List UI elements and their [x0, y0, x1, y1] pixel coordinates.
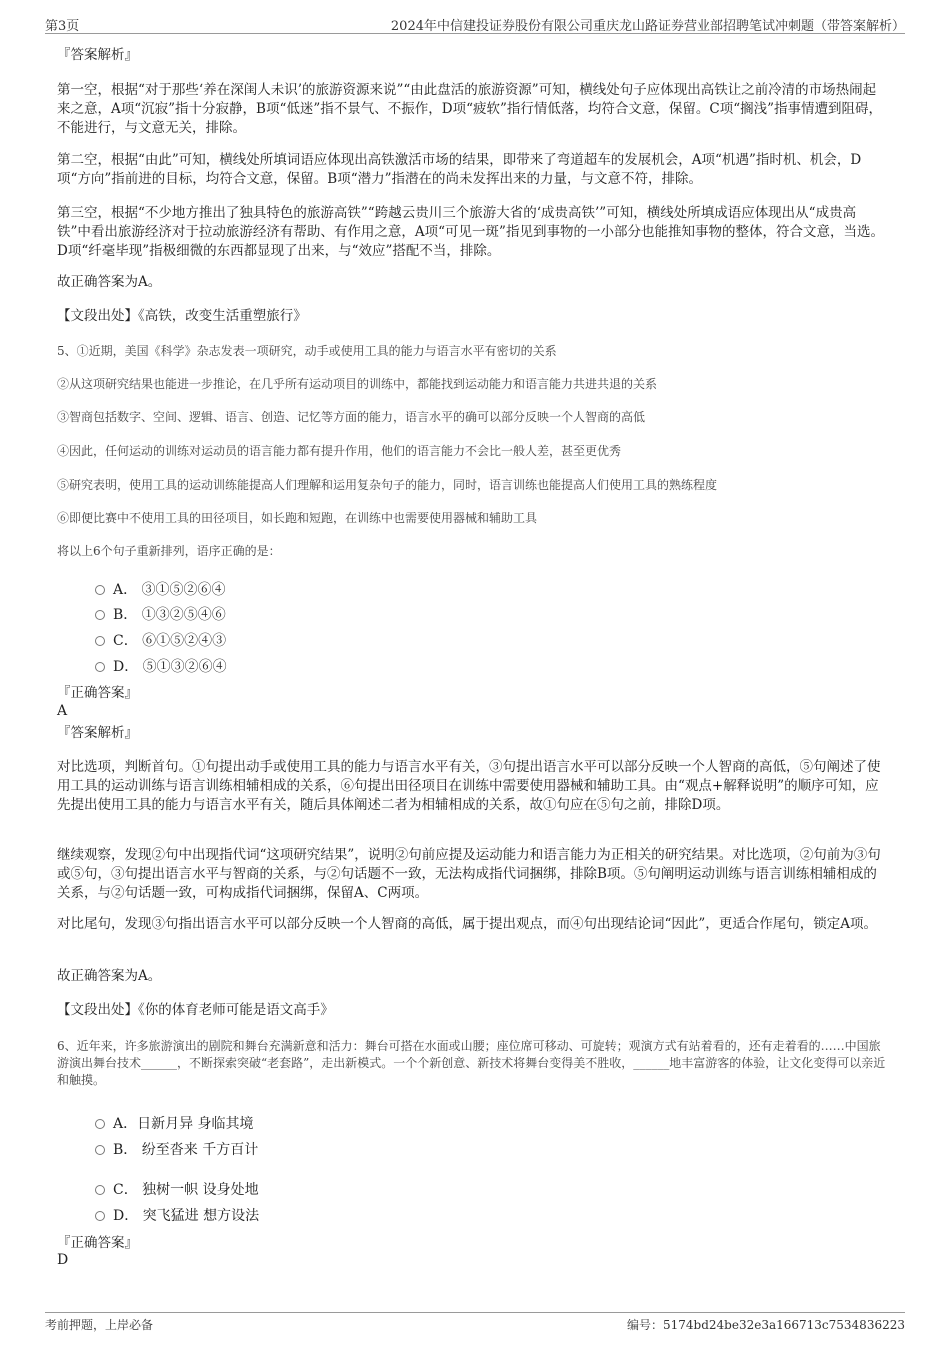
- question-sentence: ③智商包括数字、空间、逻辑、语言、创造、记忆等方面的能力，语言水平的确可以部分反映一个人智商的高低: [57, 410, 646, 424]
- question-sentence: ②从这项研究结果也能进一步推论，在几乎所有运动项目的训练中，都能找到运动能力和语言能力共进共退的关系: [57, 377, 658, 391]
- answer-heading: 『正确答案』: [57, 1235, 138, 1251]
- analysis-paragraph: 第二空，根据“由此”可知，横线处所填词语应体现出高铁激活市场的结果，即带来了弯道超车的发展机会，A项“机遇”指时机、机会，D项“方向”指前进的目标，均符合文意，保留。B项“潜力”指潜在的尚未发挥出来的力量，与文意不符，排除。: [57, 152, 862, 187]
- analysis-paragraph: 对比选项，判断首句。①句提出动手或使用工具的能力与语言水平有关，③句提出语言水平可以部分反映一个人智商的高低，⑤句阐述了使用工具的运动训练与语言训练相辅相成的关系，⑥句提出田径项目在训练中需要使用器械和辅助工具。由“观点+解释说明”的顺序可知，应先提出使用工具的能力与语言水平有关，随后具体阐述二者为相辅相成的关系，故①句应在⑤句之前，排除D项。: [57, 759, 881, 813]
- question-sentence: ④因此，任何运动的训练对运动员的语言能力都有提升作用，他们的语言能力不会比一般人差，甚至更优秀: [57, 444, 622, 458]
- conclusion: 故正确答案为A。: [57, 274, 162, 290]
- page-footer: [45, 1312, 905, 1333]
- radio-icon[interactable]: [95, 1145, 105, 1155]
- blank: ______: [141, 1056, 178, 1070]
- analysis-heading: 『答案解析』: [57, 725, 138, 741]
- analysis-heading: 『答案解析』: [57, 47, 138, 63]
- source-citation: 【文段出处】《高铁，改变生活重塑旅行》: [57, 308, 307, 324]
- question-sentence: ⑥即便比赛中不使用工具的田径项目，如长跑和短跑，在训练中也需要使用器械和辅助工具: [57, 511, 538, 525]
- document-title: 2024年中信建投证券股份有限公司重庆龙山路证券营业部招聘笔试冲刺题（带答案解析）: [390, 19, 905, 34]
- option-a[interactable]: A． ③①⑤②⑥④: [95, 579, 226, 599]
- option-c[interactable]: C． 独树一帜 设身处地: [95, 1179, 259, 1199]
- question-sentence: ⑤研究表明，使用工具的运动训练能提高人们理解和运用复杂句子的能力，同时，语言训练也能提高人们使用工具的熟练程度: [57, 478, 718, 492]
- page-header: [45, 13, 905, 34]
- page-number: 第3页: [45, 19, 80, 34]
- analysis-paragraph: 第一空，根据“对于那些‘养在深闺人未识’的旅游资源来说”“由此盘活的旅游资源”可知，横线处句子应体现出高铁让之前冷清的市场热闹起来之意，A项“沉寂”指十分寂静，B项“低迷”指不景气、不振作，D项“疲软”指行情低落，均符合文意，保留。C项“搁浅”指事情遭到阻碍，不能进行，与文意无关，排除。: [57, 82, 883, 136]
- option-a[interactable]: A．日新月异 身临其境: [95, 1113, 254, 1133]
- analysis-paragraph: 第三空，根据“不少地方推出了独具特色的旅游高铁”“跨越云贵川三个旅游大省的‘成贵高铁’”可知，横线处所填成语应体现出从“成贵高铁”中看出旅游经济对于拉动旅游经济有帮助、有作用之意，A项“可见一斑”指见到事物的一小部分也能推知事物的整体，符合文意，当选。D项“纤毫毕现”指极细微的东西都显现了出来，与“效应”搭配不当，排除。: [57, 205, 884, 259]
- option-d[interactable]: D． 突飞猛进 想方设法: [95, 1205, 259, 1225]
- radio-icon[interactable]: [95, 1211, 105, 1221]
- answer-heading: 『正确答案』: [57, 685, 138, 701]
- conclusion: 故正确答案为A。: [57, 968, 162, 984]
- radio-icon[interactable]: [95, 585, 105, 595]
- source-citation: 【文段出处】《你的体育老师可能是语文高手》: [57, 1002, 334, 1018]
- radio-icon[interactable]: [95, 1119, 105, 1129]
- question-stem: 6、近年来，许多旅游演出的剧院和舞台充满新意和活力：舞台可搭在水面或山腰；座位席可移动、可旋转；观演方式有站着看的，还有走着看的……中国旅游演出舞台技术______，不断探索突破“老套路”，走出新模式。一个个新创意、新技术将舞台变得美不胜收，______地丰富游客的体验，让文化变得可以亲近和触摸。: [57, 1039, 886, 1087]
- option-d[interactable]: D． ⑤①③②⑥④: [95, 656, 227, 676]
- document-id: 编号：5174bd24be32e3a166713c7534836223: [627, 1318, 905, 1332]
- analysis-paragraph: 对比尾句，发现③句指出语言水平可以部分反映一个人智商的高低，属于提出观点，而④句出现结论词“因此”，更适合作尾句，锁定A项。: [57, 916, 878, 932]
- option-b[interactable]: B． ①③②⑤④⑥: [95, 604, 226, 624]
- analysis-paragraph: 继续观察，发现②句中出现指代词“这项研究结果”，说明②句前应提及运动能力和语言能力为正相关的研究结果。对比选项，②句前为③句或⑤句，③句提出语言水平与智商的关系，与②句话题不一致，无法构成指代词捆绑，排除B项。⑤句阐明运动训练与语言训练相辅相成的关系，与②句话题一致，可构成指代词捆绑，保留A、C两项。: [57, 847, 881, 901]
- radio-icon[interactable]: [95, 1185, 105, 1195]
- blank: ______: [633, 1056, 670, 1070]
- question-sentence: 5、①近期，美国《科学》杂志发表一项研究，动手或使用工具的能力与语言水平有密切的关系: [57, 344, 557, 358]
- footer-slogan: 考前押题，上岸必备: [45, 1318, 154, 1332]
- correct-answer: A: [57, 703, 68, 719]
- radio-icon[interactable]: [95, 636, 105, 646]
- option-b[interactable]: B． 纷至沓来 千方百计: [95, 1139, 258, 1159]
- option-c[interactable]: C． ⑥①⑤②④③: [95, 630, 226, 650]
- radio-icon[interactable]: [95, 662, 105, 672]
- correct-answer: D: [57, 1252, 69, 1268]
- question-prompt: 将以上6个句子重新排列，语序正确的是：: [57, 544, 281, 558]
- radio-icon[interactable]: [95, 610, 105, 620]
